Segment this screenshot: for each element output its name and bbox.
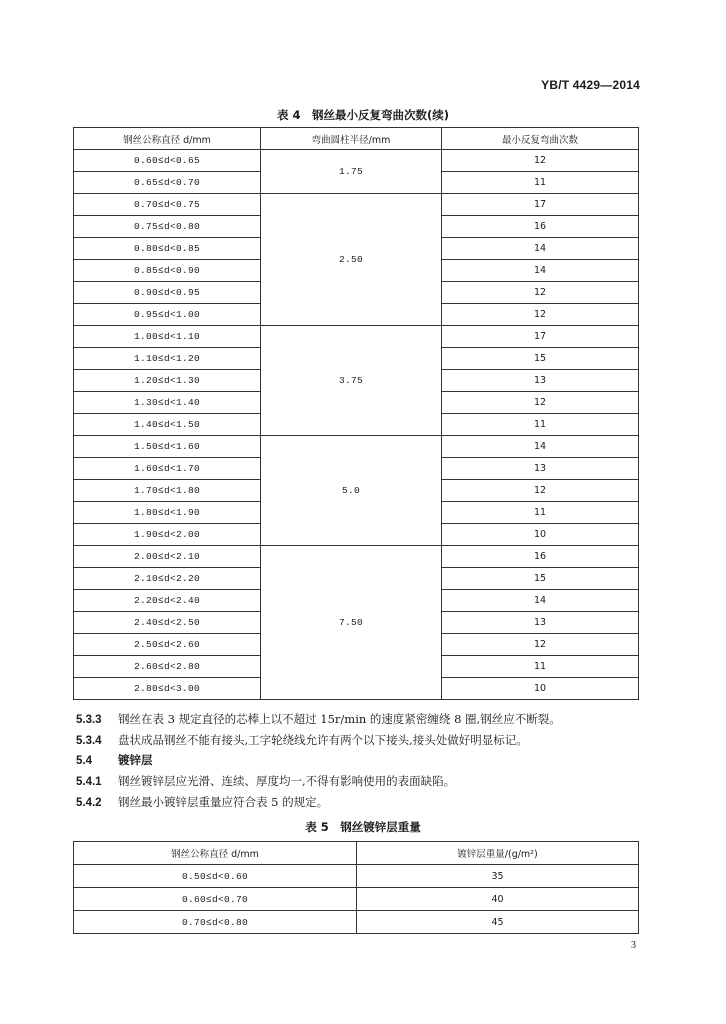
radius-cell: 3.75 xyxy=(261,326,442,436)
clause-5-3-3 xyxy=(76,711,561,727)
table-row xyxy=(74,865,639,888)
diameter-cell: 1.20≤d<1.30 xyxy=(74,370,261,392)
diameter-cell: 2.10≤d<2.20 xyxy=(74,568,261,590)
column-header: 钢丝公称直径 d/mm xyxy=(74,128,261,150)
count-cell: 11 xyxy=(442,502,639,524)
diameter-cell: 0.60≤d<0.70 xyxy=(74,888,357,911)
count-cell: 10 xyxy=(442,524,639,546)
diameter-cell: 0.85≤d<0.90 xyxy=(74,260,261,282)
diameter-cell: 0.75≤d<0.80 xyxy=(74,216,261,238)
table-row xyxy=(74,326,639,348)
diameter-cell: 0.70≤d<0.75 xyxy=(74,194,261,216)
column-header: 弯曲圆柱半径/mm xyxy=(261,128,442,150)
count-cell: 10 xyxy=(442,678,639,700)
diameter-cell: 2.80≤d<3.00 xyxy=(74,678,261,700)
diameter-cell: 1.40≤d<1.50 xyxy=(74,414,261,436)
clause-number: 5.3.3 xyxy=(76,714,102,726)
count-cell: 14 xyxy=(442,238,639,260)
clause-5-4-1 xyxy=(76,773,455,789)
clause-text: 钢丝最小镀锌层重量应符合表 5 的规定。 xyxy=(118,795,329,809)
count-cell: 14 xyxy=(442,436,639,458)
diameter-cell: 0.80≤d<0.85 xyxy=(74,238,261,260)
count-cell: 13 xyxy=(442,458,639,480)
table-row xyxy=(74,436,639,458)
table5-title: 表 5 钢丝镀锌层重量 xyxy=(305,820,421,834)
diameter-cell: 2.40≤d<2.50 xyxy=(74,612,261,634)
count-cell: 13 xyxy=(442,612,639,634)
table-row xyxy=(74,194,639,216)
clause-text: 钢丝镀锌层应光滑、连续、厚度均一,不得有影响使用的表面缺陷。 xyxy=(118,774,456,788)
count-cell: 15 xyxy=(442,348,639,370)
table-row xyxy=(74,150,639,172)
diameter-cell: 1.50≤d<1.60 xyxy=(74,436,261,458)
count-cell: 12 xyxy=(442,392,639,414)
table-row xyxy=(74,911,639,934)
diameter-cell: 0.50≤d<0.60 xyxy=(74,865,357,888)
diameter-cell: 2.00≤d<2.10 xyxy=(74,546,261,568)
radius-cell: 5.0 xyxy=(261,436,442,546)
column-header: 镀锌层重量/(g/m²) xyxy=(357,842,639,865)
count-cell: 12 xyxy=(442,634,639,656)
diameter-cell: 1.00≤d<1.10 xyxy=(74,326,261,348)
clause-text: 钢丝在表 3 规定直径的芯棒上以不超过 15r/min 的速度紧密缠绕 8 圈,钢丝应不断裂。 xyxy=(118,712,561,726)
diameter-cell: 1.80≤d<1.90 xyxy=(74,502,261,524)
zinc-coating-table xyxy=(73,841,639,934)
count-cell: 14 xyxy=(442,590,639,612)
table-header-row xyxy=(74,842,639,865)
count-cell: 15 xyxy=(442,568,639,590)
diameter-cell: 0.65≤d<0.70 xyxy=(74,172,261,194)
count-cell: 17 xyxy=(442,194,639,216)
count-cell: 12 xyxy=(442,282,639,304)
clause-5-4 xyxy=(76,752,153,768)
count-cell: 11 xyxy=(442,172,639,194)
table-row xyxy=(74,546,639,568)
clause-number: 5.4.2 xyxy=(76,797,102,809)
diameter-cell: 2.20≤d<2.40 xyxy=(74,590,261,612)
diameter-cell: 1.60≤d<1.70 xyxy=(74,458,261,480)
count-cell: 17 xyxy=(442,326,639,348)
clause-number: 5.4.1 xyxy=(76,776,102,788)
count-cell: 13 xyxy=(442,370,639,392)
count-cell: 16 xyxy=(442,546,639,568)
weight-cell: 40 xyxy=(357,888,639,911)
radius-cell: 7.50 xyxy=(261,546,442,700)
count-cell: 12 xyxy=(442,150,639,172)
clause-number: 5.4 xyxy=(76,755,92,767)
diameter-cell: 1.90≤d<2.00 xyxy=(74,524,261,546)
clause-number: 5.3.4 xyxy=(76,735,102,747)
diameter-cell: 2.60≤d<2.80 xyxy=(74,656,261,678)
diameter-cell: 0.95≤d<1.00 xyxy=(74,304,261,326)
count-cell: 12 xyxy=(442,480,639,502)
count-cell: 11 xyxy=(442,414,639,436)
weight-cell: 35 xyxy=(357,865,639,888)
count-cell: 11 xyxy=(442,656,639,678)
count-cell: 16 xyxy=(442,216,639,238)
count-cell: 14 xyxy=(442,260,639,282)
diameter-cell: 0.90≤d<0.95 xyxy=(74,282,261,304)
diameter-cell: 0.60≤d<0.65 xyxy=(74,150,261,172)
table-header-row xyxy=(74,128,639,150)
clause-heading: 镀锌层 xyxy=(118,753,153,767)
diameter-cell: 1.10≤d<1.20 xyxy=(74,348,261,370)
clause-5-4-2 xyxy=(76,794,328,810)
table-row xyxy=(74,888,639,911)
table4-title: 表 4 钢丝最小反复弯曲次数(续) xyxy=(276,108,449,122)
diameter-cell: 0.70≤d<0.80 xyxy=(74,911,357,934)
count-cell: 12 xyxy=(442,304,639,326)
weight-cell: 45 xyxy=(357,911,639,934)
bend-count-table xyxy=(73,127,639,700)
diameter-cell: 2.50≤d<2.60 xyxy=(74,634,261,656)
column-header: 钢丝公称直径 d/mm xyxy=(74,842,357,865)
standard-number: YB/T 4429—2014 xyxy=(541,78,640,92)
page-number: 3 xyxy=(631,940,636,951)
radius-cell: 1.75 xyxy=(261,150,442,194)
column-header: 最小反复弯曲次数 xyxy=(442,128,639,150)
diameter-cell: 1.70≤d<1.80 xyxy=(74,480,261,502)
clause-5-3-4 xyxy=(76,732,528,748)
clause-text: 盘状成品钢丝不能有接头,工字轮绕线允许有两个以下接头,接头处做好明显标记。 xyxy=(118,733,528,747)
diameter-cell: 1.30≤d<1.40 xyxy=(74,392,261,414)
radius-cell: 2.50 xyxy=(261,194,442,326)
